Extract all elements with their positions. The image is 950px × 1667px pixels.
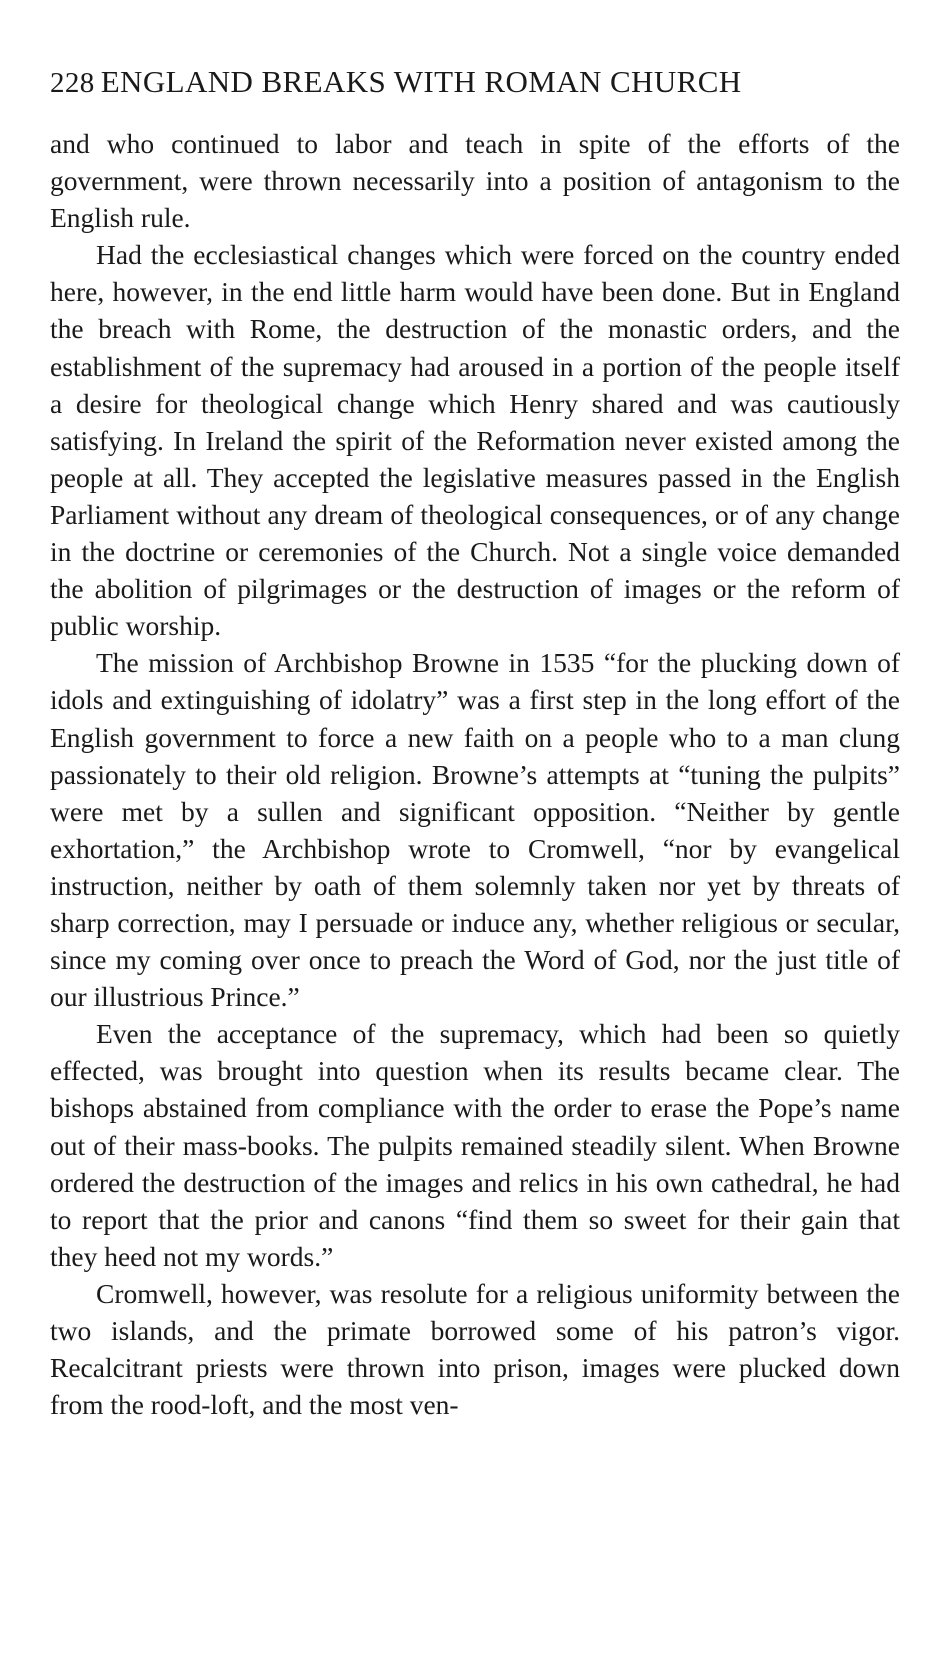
book-page [50, 66, 900, 1423]
paragraph-acceptance-of-supremacy: Even the acceptance of the supremacy, which had been so quietly effected, was brought into question when its results became clear. The bishops abstained from compliance with the order to erase the Pope’s name out of their mass-books. The pulpits remained steadily silent. When Browne ordered the destruction of the images and relics in his own cathedral, he had to report that the prior and canons “find them so sweet for their gain that they heed not my words.” [50, 1018, 900, 1272]
paragraph-continuation: and who continued to labor and teach in spite of the efforts of the government, were thrown necessarily into a position of antagonism to the English rule. [50, 128, 900, 234]
paragraph-archbishop-browne: The mission of Archbishop Browne in 1535 “for the plucking down of idols and extinguishing of idolatry” was a first step in the long effort of the English government to force a new faith on a people who to a man clung passionately to their old religion. Browne’s attempts at “tuning the pulpits” were met by a sullen and significant opposition. “Neither by gentle exhortation,” the Archbishop wrote to Cromwell, “nor by evangelical instruction, neither by oath of them solemnly taken nor yet by threats of sharp correction, may I persuade or induce any, whether religious or secular, since my coming over once to preach the Word of God, nor the just title of our illustrious Prince.” [50, 647, 900, 1013]
paragraph-ecclesiastical-changes: Had the ecclesiastical changes which were forced on the country ended here, however, in the end little harm would have been done. But in England the breach with Rome, the destruction of the monastic orders, and the establishment of the supremacy had aroused in a portion of the people itself a desire for theological change which Henry shared and was cautiously satisfying. In Ireland the spirit of the Reformation never existed among the people at all. They accepted the legislative measures passed in the English Parliament without any dream of theological consequences, or of any change in the doctrine or ceremonies of the Church. Not a single voice demanded the abolition of pilgrimages or the destruction of images or the reform of public worship. [50, 239, 900, 642]
running-head [50, 66, 900, 98]
body-text [50, 125, 900, 1423]
page-number: 228 [50, 67, 95, 99]
chapter-title: ENGLAND BREAKS WITH ROMAN CHURCH [100, 64, 742, 99]
paragraph-cromwell: Cromwell, however, was resolute for a religious uniformity between the two islands, and the primate borrowed some of his patron’s vigor. Recalcitrant priests were thrown into prison, images were plucked down from the rood-loft, and the most ven- [50, 1277, 900, 1421]
